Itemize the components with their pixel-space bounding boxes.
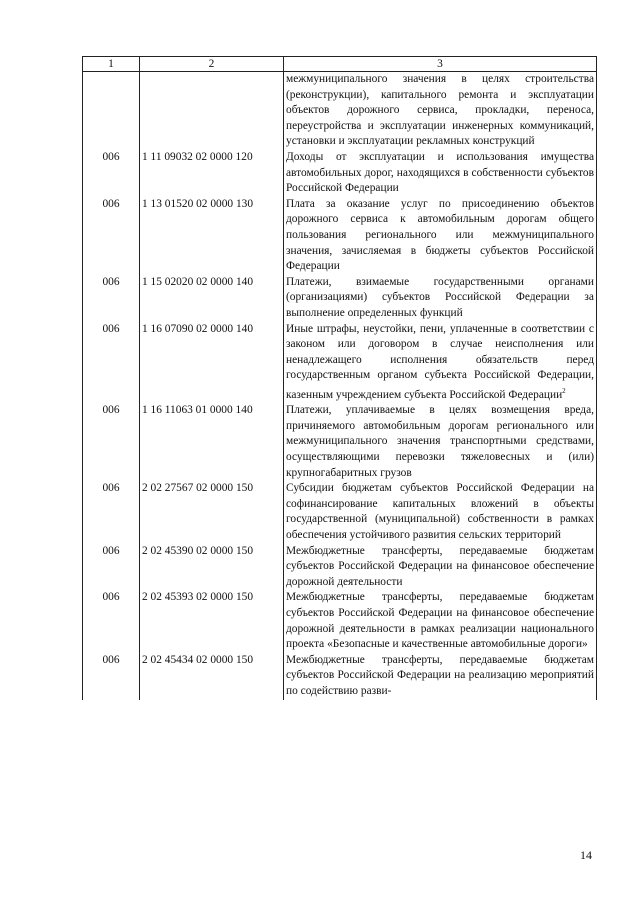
- revenue-code-cell: 1 11 09032 02 0000 120: [140, 150, 284, 197]
- revenue-description-cell: [284, 150, 597, 197]
- revenue-description-cell: [284, 590, 597, 652]
- revenue-description-text: Межбюджетные трансферты, передаваемые бюджетам субъектов Российской Федерации на финансовое обеспечение дорожной деятельности: [286, 544, 594, 588]
- revenue-codes-table: [82, 56, 597, 700]
- revenue-description-text: Иные штрафы, неустойки, пени, уплаченные в соответствии с законом или договором в случае неисполнения или ненадлежащего исполнения обязательств перед государственным органом субъекта Российской Федерации, казенным учреждением субъекта Российской Федерации: [286, 322, 594, 401]
- admin-code-cell: 006: [83, 322, 140, 404]
- admin-code-cell: 006: [83, 403, 140, 481]
- revenue-description-cell: [284, 653, 597, 700]
- table-row: [83, 197, 597, 275]
- table-row: [83, 150, 597, 197]
- table-header-row: [83, 57, 597, 72]
- admin-code-cell: 006: [83, 590, 140, 652]
- revenue-description-text: Доходы от эксплуатации и использования имущества автомобильных дорог, находящихся в собственности субъектов Российской Федерации: [286, 150, 594, 195]
- revenue-code-cell: 2 02 45390 02 0000 150: [140, 544, 284, 591]
- table-row: [83, 403, 597, 481]
- table-row: [83, 481, 597, 543]
- admin-code-cell: 006: [83, 150, 140, 197]
- revenue-code-cell: 2 02 45434 02 0000 150: [140, 653, 284, 700]
- admin-code-cell: [83, 72, 140, 150]
- revenue-description-cell: [284, 322, 597, 404]
- table-row: [83, 275, 597, 322]
- revenue-description-text: Субсидии бюджетам субъектов Российской Федерации на софинансирование капитальных вложений в объекты государственной (муниципальной) собственности в рамках обеспечения устойчивого развития сельских территорий: [286, 482, 594, 542]
- revenue-description-cell: [284, 197, 597, 275]
- revenue-description-cell: [284, 544, 597, 591]
- admin-code-cell: 006: [83, 653, 140, 700]
- admin-code-cell: 006: [83, 481, 140, 543]
- revenue-description-cell: [284, 403, 597, 481]
- table-row: [83, 322, 597, 404]
- table-row: [83, 653, 597, 700]
- column-header-3: 3: [284, 57, 597, 72]
- revenue-description-cell: [284, 72, 597, 150]
- revenue-description-text: Межбюджетные трансферты, передаваемые бюджетам субъектов Российской Федерации на реализацию мероприятий по содействию разви-: [286, 653, 594, 697]
- revenue-code-cell: 1 13 01520 02 0000 130: [140, 197, 284, 275]
- table-row: [83, 544, 597, 591]
- table-body: [83, 72, 597, 700]
- revenue-description-text: Платежи, взимаемые государственными органами (организациями) субъектов Российской Федерации за выполнение определенных функций: [286, 275, 594, 319]
- revenue-description-text: Межбюджетные трансферты, передаваемые бюджетам субъектов Российской Федерации на финансовое обеспечение дорожной деятельности в рамках реализации национального проекта «Безопасные и качественные автомобильные дороги»: [286, 591, 594, 651]
- revenue-code-cell: 2 02 45393 02 0000 150: [140, 590, 284, 652]
- footnote-marker: 2: [562, 386, 566, 395]
- revenue-code-cell: [140, 72, 284, 150]
- table-row: [83, 72, 597, 150]
- revenue-description-cell: [284, 481, 597, 543]
- table-row: [83, 590, 597, 652]
- revenue-description-cell: [284, 275, 597, 322]
- column-header-2: 2: [140, 57, 284, 72]
- revenue-code-cell: 1 16 11063 01 0000 140: [140, 403, 284, 481]
- admin-code-cell: 006: [83, 544, 140, 591]
- revenue-code-cell: 1 15 02020 02 0000 140: [140, 275, 284, 322]
- revenue-code-cell: 1 16 07090 02 0000 140: [140, 322, 284, 404]
- admin-code-cell: 006: [83, 197, 140, 275]
- revenue-description-text: Платежи, уплачиваемые в целях возмещения вреда, причиняемого автомобильным дорогам регионального или межмуниципального значения транспортными средствами, осуществляющими перевозки тяжеловесных и (или) крупногабаритных грузов: [286, 404, 594, 479]
- page-number: 14: [580, 848, 592, 862]
- revenue-description-text: межмуниципального значения в целях строительства (реконструкции), капитального ремонта и эксплуатации объектов дорожного сервиса, прокладки, переноса, переустройства и эксплуатации инженерных коммуникаций, установки и эксплуатации рекламных конструкций: [286, 73, 594, 148]
- column-header-1: 1: [83, 57, 140, 72]
- revenue-code-cell: 2 02 27567 02 0000 150: [140, 481, 284, 543]
- admin-code-cell: 006: [83, 275, 140, 322]
- revenue-description-text: Плата за оказание услуг по присоединению объектов дорожного сервиса к автомобильным дорогам общего пользования регионального или межмуниципального значения, зачисляемая в бюджеты субъектов Российской Федерации: [286, 197, 594, 273]
